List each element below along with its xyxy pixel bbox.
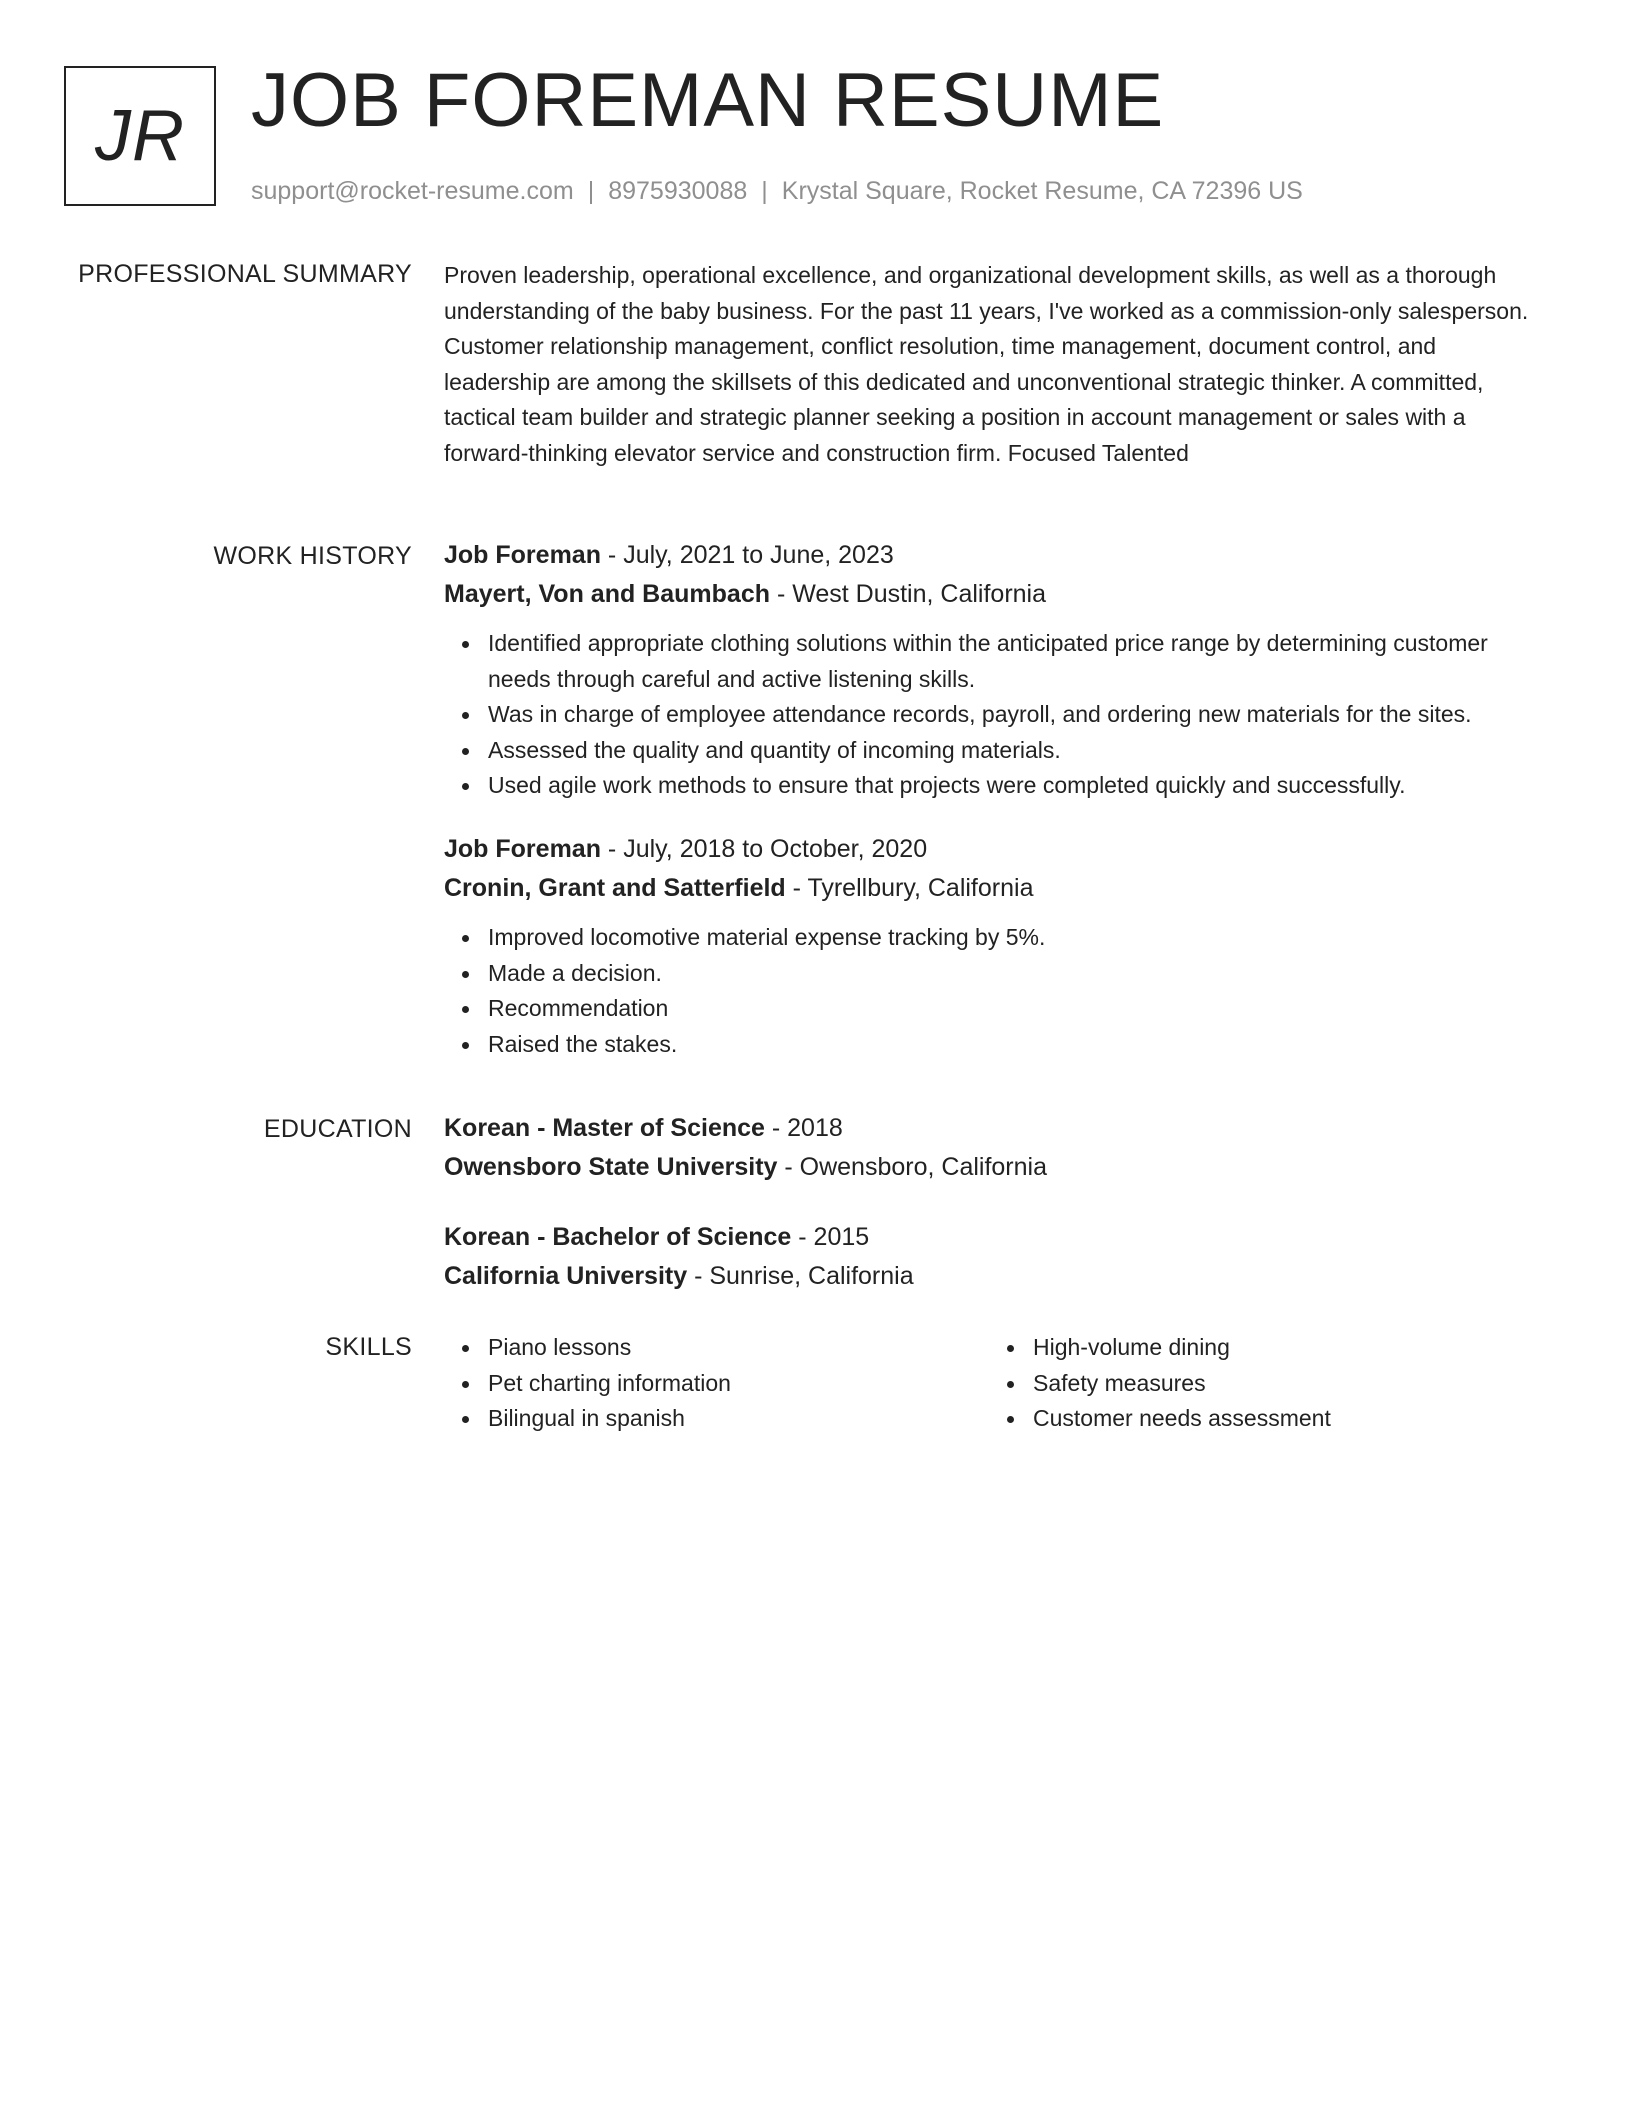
- education-entry: [444, 1109, 1544, 1187]
- list-item: Safety measures: [1033, 1366, 1534, 1402]
- list-item: Piano lessons: [488, 1330, 989, 1366]
- school-location: - Owensboro, California: [777, 1153, 1047, 1181]
- skills-list: [989, 1330, 1534, 1437]
- job-dates: - July, 2021 to June, 2023: [600, 541, 894, 569]
- job-title: Job Foreman: [444, 541, 601, 569]
- summary-text: Proven leadership, operational excellence, and organizational development skills, as well as a thorough understanding of the baby business. For the past 11 years, I've worked as a commission-only salesperson. Customer relationship management, conflict resolution, time management, document control, and leadership are among the skillsets of this dedicated and unconventional strategic thinker. A committed, tactical team builder and strategic planner seeking a position in account management or sales with a forward-thinking elevator service and construction firm. Focused Talented: [444, 262, 1529, 466]
- degree: Korean - Master of Science: [444, 1114, 765, 1142]
- job-company: Cronin, Grant and Satterfield: [444, 873, 786, 902]
- work-history-body: [444, 536, 1544, 1062]
- skills-body: [444, 1330, 1544, 1437]
- job-company: Mayert, Von and Baumbach: [444, 580, 770, 608]
- school-location: - Sunrise, California: [687, 1262, 914, 1290]
- degree-line: [444, 1109, 1544, 1148]
- skills-columns: [444, 1330, 1544, 1437]
- job-duties-list: [444, 920, 1544, 1062]
- job-location: - West Dustin, California: [770, 580, 1047, 608]
- job-company-line: [444, 575, 1544, 614]
- job-title: Job Foreman: [444, 834, 601, 863]
- contact-address: Krystal Square, Rocket Resume, CA 72396 US: [781, 177, 1303, 205]
- job-dates: - July, 2018 to October, 2020: [600, 834, 928, 863]
- contact-line: [251, 174, 1303, 208]
- school: Owensboro State University: [444, 1153, 778, 1181]
- school-line: [444, 1148, 1544, 1187]
- contact-phone: 8975930088: [608, 177, 748, 205]
- list-item: Improved locomotive material expense tracking by 5%.: [488, 920, 1544, 956]
- school: California University: [444, 1262, 688, 1290]
- monogram-initials: JR: [95, 96, 185, 176]
- job-title-line: [444, 830, 1544, 869]
- job-entry: [444, 830, 1544, 1062]
- skills-column-left: [444, 1330, 989, 1437]
- job-title-line: [444, 536, 1544, 575]
- degree-line: [444, 1218, 1544, 1257]
- work-history-heading: WORK HISTORY: [213, 542, 412, 570]
- monogram-box: [64, 66, 216, 206]
- list-item: Recommendation: [488, 991, 1544, 1027]
- job-company-line: [444, 869, 1544, 908]
- education-heading: EDUCATION: [263, 1115, 412, 1143]
- degree-year: - 2018: [764, 1114, 843, 1142]
- job-location: - Tyrellbury, California: [785, 873, 1034, 902]
- school-line: [444, 1257, 1544, 1296]
- list-item: Raised the stakes.: [488, 1027, 1544, 1063]
- contact-email: support@rocket-resume.com: [251, 177, 574, 205]
- list-item: Used agile work methods to ensure that projects were completed quickly and successfully.: [488, 768, 1544, 804]
- list-item: Was in charge of employee attendance records, payroll, and ordering new materials for the sites.: [488, 697, 1544, 733]
- list-item: Bilingual in spanish: [488, 1401, 989, 1437]
- education-entry: [444, 1218, 1544, 1296]
- job-entry: [444, 536, 1544, 804]
- list-item: Identified appropriate clothing solutions within the anticipated price range by determining customer needs through careful and active listening skills.: [488, 626, 1544, 697]
- skills-list: [444, 1330, 989, 1437]
- degree-year: - 2015: [791, 1223, 870, 1251]
- summary-heading: PROFESSIONAL SUMMARY: [78, 260, 412, 288]
- resume-title: JOB FOREMAN RESUME: [251, 58, 1165, 143]
- list-item: Pet charting information: [488, 1366, 989, 1402]
- list-item: High-volume dining: [1033, 1330, 1534, 1366]
- contact-separator: |: [587, 177, 595, 205]
- job-duties-list: [444, 626, 1544, 804]
- list-item: Made a decision.: [488, 956, 1544, 992]
- contact-separator: |: [761, 177, 768, 205]
- education-body: [444, 1109, 1544, 1296]
- list-item: Assessed the quality and quantity of incoming materials.: [488, 733, 1544, 769]
- degree: Korean - Bachelor of Science: [444, 1223, 792, 1251]
- skills-heading: SKILLS: [325, 1333, 412, 1361]
- skills-column-right: [989, 1330, 1534, 1437]
- list-item: Customer needs assessment: [1033, 1401, 1534, 1437]
- summary-body: [444, 258, 1544, 472]
